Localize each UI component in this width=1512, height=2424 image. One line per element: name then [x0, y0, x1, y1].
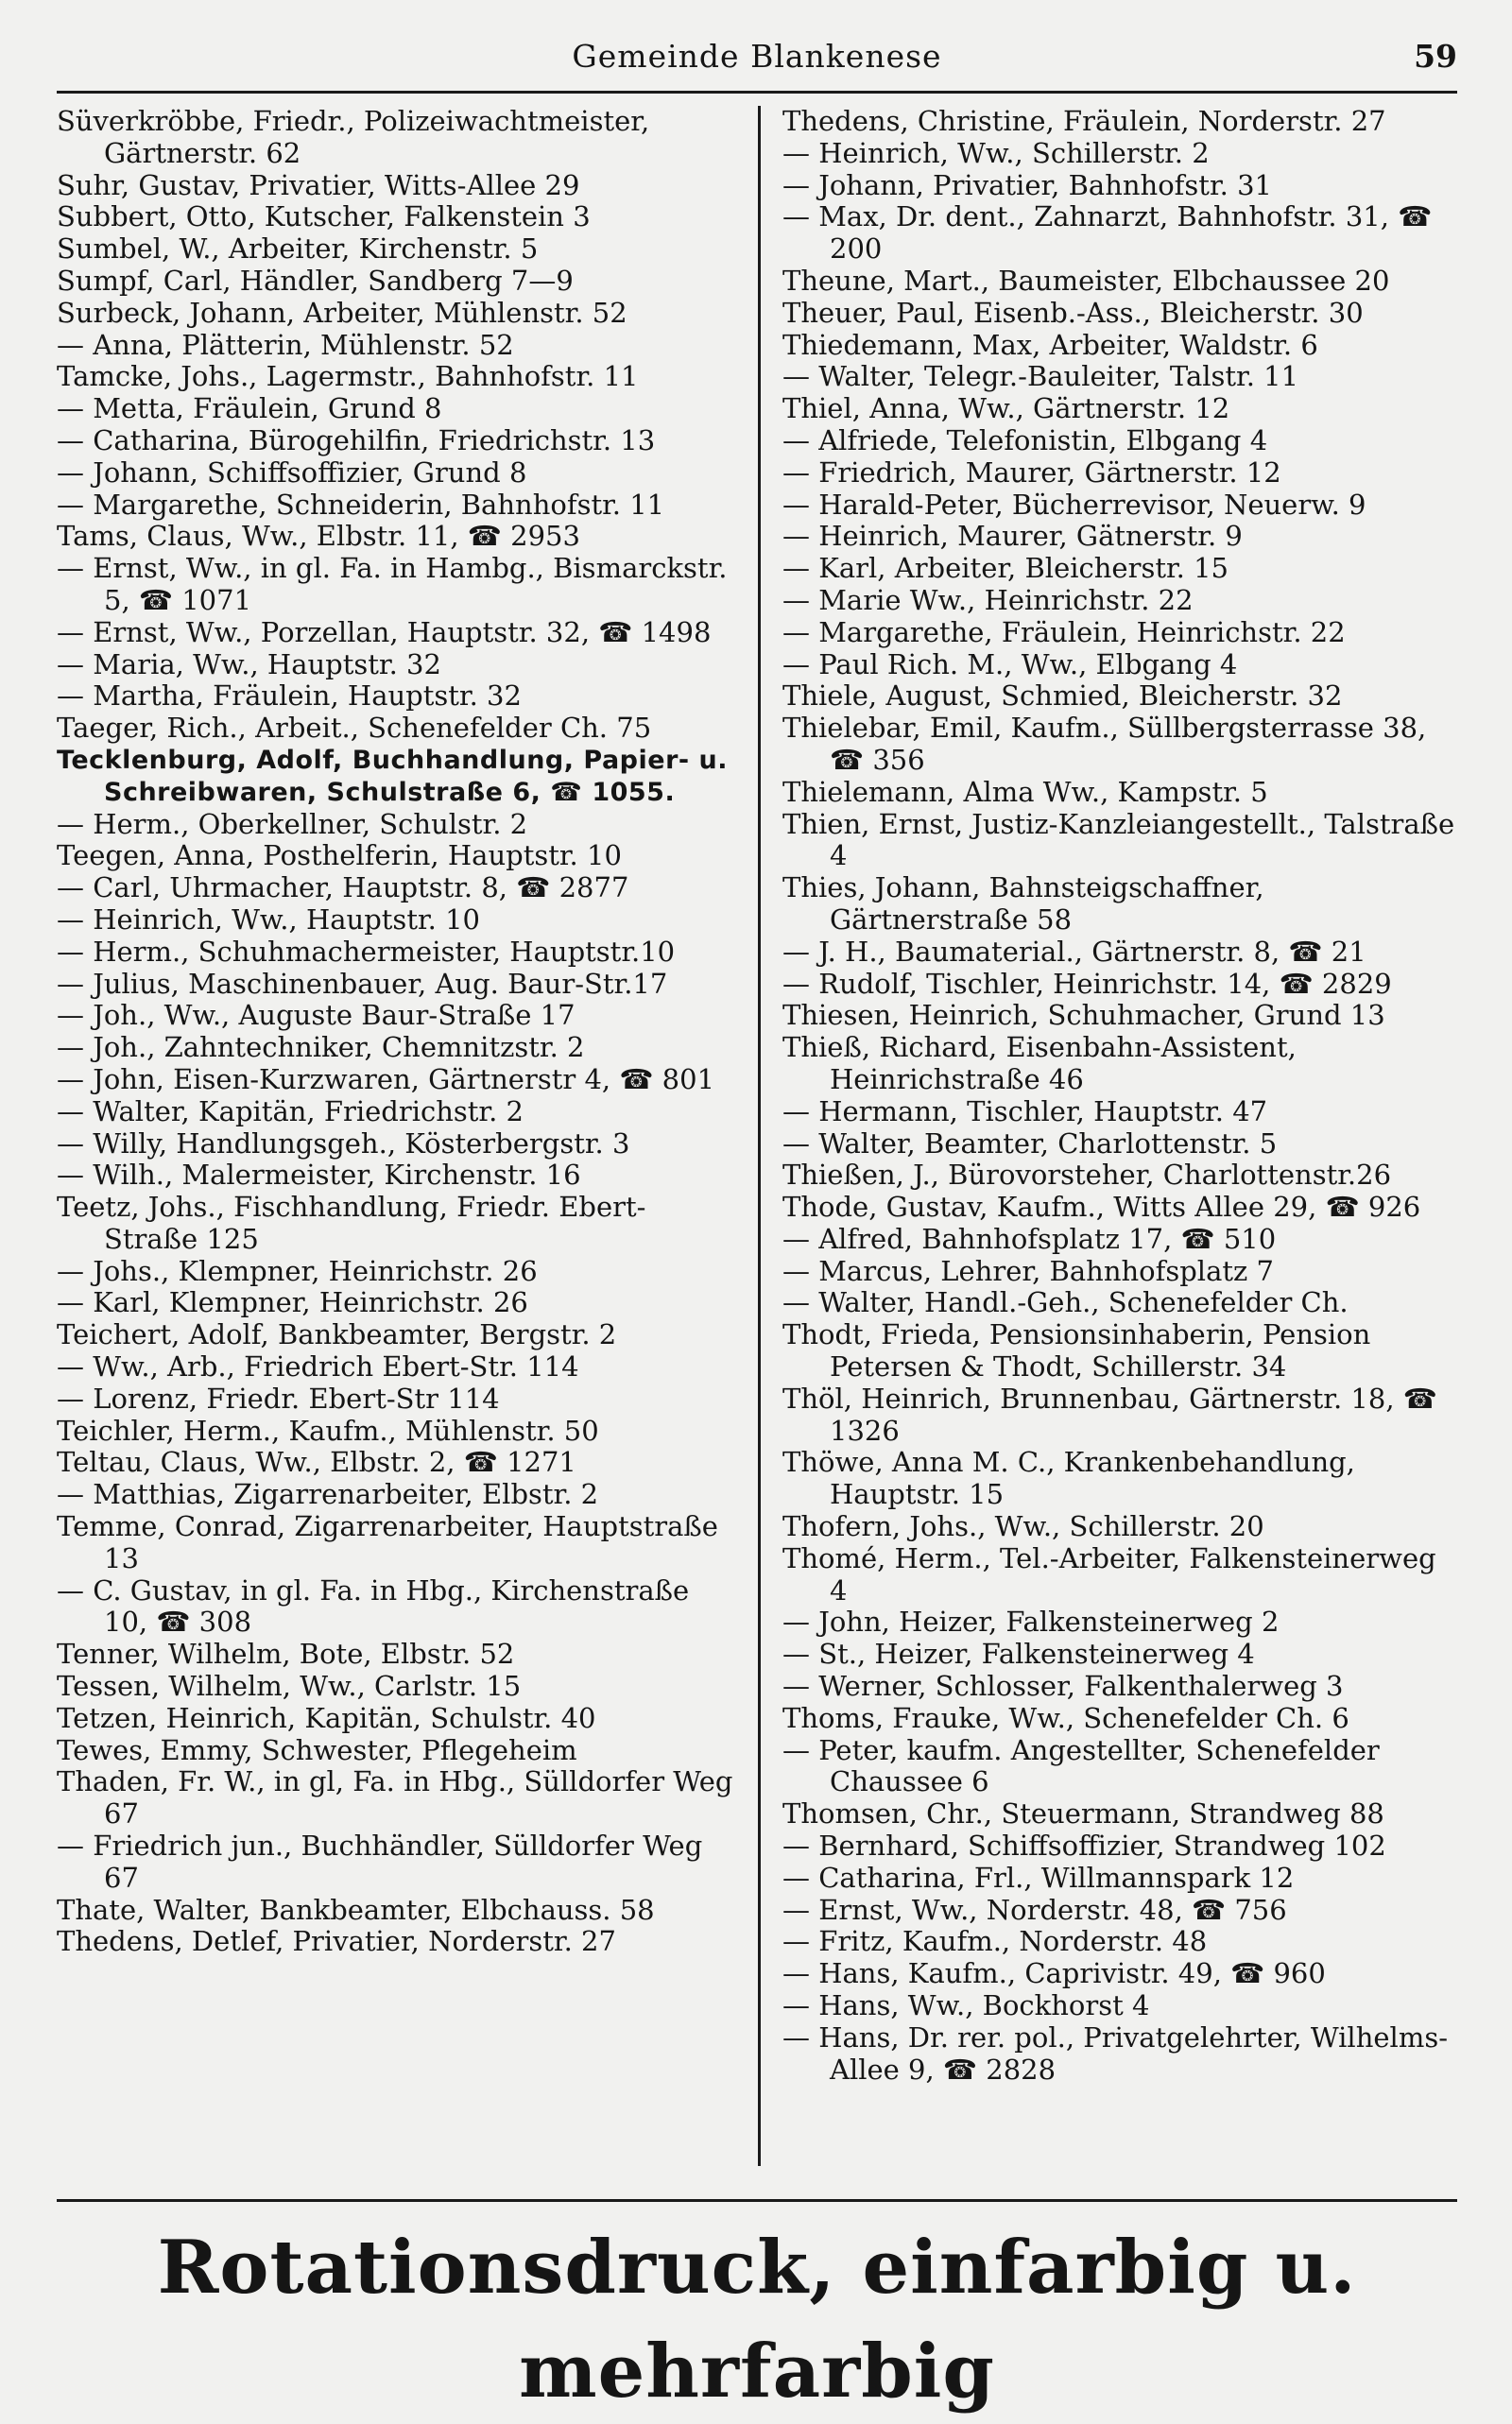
directory-entry: Teetz, Johs., Fischhandlung, Friedr. Ebert-Straße 125 — [57, 1191, 646, 1255]
directory-entry: — Julius, Maschinenbauer, Aug. Baur-Str.17 — [57, 967, 668, 1000]
directory-entry: — Alfred, Bahnhofsplatz 17, ☎ 510 — [782, 1222, 1277, 1255]
directory-entry: — Margarethe, Fräulein, Heinrichstr. 22 — [782, 615, 1346, 648]
directory-entry: — St., Heizer, Falkensteinerweg 4 — [782, 1638, 1255, 1671]
directory-entry: — Werner, Schlosser, Falkenthalerweg 3 — [782, 1670, 1344, 1703]
directory-entry: — Joh., Zahntechniker, Chemnitzstr. 2 — [57, 1031, 585, 1064]
directory-entry: — Martha, Fräulein, Hauptstr. 32 — [57, 679, 522, 713]
directory-entry: Thien, Ernst, Justiz-Kanzleiangestellt., Talstraße 4 — [782, 807, 1455, 872]
directory-entry: — Walter, Kapitän, Friedrichstr. 2 — [57, 1094, 524, 1127]
directory-entry: — Wilh., Malermeister, Kirchenstr. 16 — [57, 1159, 581, 1192]
directory-entry: — Hans, Kaufm., Caprivistr. 49, ☎ 960 — [782, 1957, 1326, 1990]
directory-entry: Thielebar, Emil, Kaufm., Süllbergsterrasse 38, ☎ 356 — [782, 712, 1427, 776]
directory-entry: Teichert, Adolf, Bankbeamter, Bergstr. 2 — [57, 1318, 617, 1351]
directory-entry: Thöwe, Anna M. C., Krankenbehandlung, Hauptstr. 15 — [782, 1446, 1355, 1511]
directory-entry: Teegen, Anna, Posthelferin, Hauptstr. 10 — [57, 839, 622, 872]
directory-entry: — Ernst, Ww., Norderstr. 48, ☎ 756 — [782, 1893, 1287, 1926]
directory-entry: — Metta, Fräulein, Grund 8 — [57, 392, 442, 425]
footer-advertisement: Rotationsdruck, einfarbig u. mehrfarbig — [157, 2225, 1357, 2415]
directory-entry: — Walter, Telegr.-Bauleiter, Talstr. 11 — [782, 360, 1299, 393]
directory-entry: — John, Heizer, Falkensteinerweg 2 — [782, 1606, 1280, 1639]
directory-entry: — Ernst, Ww., in gl. Fa. in Hambg., Bismarckstr. 5, ☎ 1071 — [57, 552, 728, 616]
directory-entry: — Ernst, Ww., Porzellan, Hauptstr. 32, ☎ 1498 — [57, 615, 712, 648]
directory-entry: — Maria, Ww., Hauptstr. 32 — [57, 647, 441, 680]
directory-entry: Thiesen, Heinrich, Schuhmacher, Grund 13 — [782, 999, 1385, 1032]
directory-entry: Thomé, Herm., Tel.-Arbeiter, Falkensteinerweg 4 — [782, 1541, 1436, 1607]
directory-entry: Thaden, Fr. W., in gl, Fa. in Hbg., Sülldorfer Weg 67 — [57, 1765, 733, 1831]
directory-entry: Temme, Conrad, Zigarrenarbeiter, Hauptstraße 13 — [57, 1510, 718, 1574]
directory-entry: Thode, Gustav, Kaufm., Witts Allee 29, ☎ 926 — [782, 1191, 1421, 1224]
directory-entry: — Bernhard, Schiffsoffizier, Strandweg 102 — [782, 1830, 1386, 1863]
directory-entry: Teltau, Claus, Ww., Elbstr. 2, ☎ 1271 — [57, 1446, 576, 1479]
directory-entry: Tewes, Emmy, Schwester, Pflegeheim — [57, 1733, 577, 1766]
directory-entry: — Karl, Arbeiter, Bleicherstr. 15 — [782, 552, 1229, 585]
directory-entry: Süverkröbbe, Friedr., Polizeiwachtmeister, Gärtnerstr. 62 — [57, 105, 650, 169]
directory-entry: Taeger, Rich., Arbeit., Schenefelder Ch. 75 — [57, 712, 652, 745]
directory-entry: Thiel, Anna, Ww., Gärtnerstr. 12 — [782, 392, 1230, 425]
left-column — [57, 106, 737, 1958]
directory-entry: — Hans, Dr. rer. pol., Privatgelehrter, Wilhelms-Allee 9, ☎ 2828 — [782, 2020, 1449, 2086]
directory-entry: Thieß, Richard, Eisenbahn-Assistent, Heinrichstraße 46 — [782, 1031, 1297, 1095]
directory-entry: — Lorenz, Friedr. Ebert-Str 114 — [57, 1382, 500, 1415]
directory-entry: — Paul Rich. M., Ww., Elbgang 4 — [782, 647, 1238, 680]
directory-entry: — Margarethe, Schneiderin, Bahnhofstr. 11 — [57, 488, 665, 521]
directory-entry: Thielemann, Alma Ww., Kampstr. 5 — [782, 775, 1268, 808]
directory-entry: Tetzen, Heinrich, Kapitän, Schulstr. 40 — [57, 1701, 596, 1734]
directory-entry: Thießen, J., Bürovorsteher, Charlottenstr.26 — [782, 1159, 1392, 1192]
directory-entry: — Matthias, Zigarrenarbeiter, Elbstr. 2 — [57, 1478, 599, 1511]
directory-entry: Thöl, Heinrich, Brunnenbau, Gärtnerstr. 18, ☎ 1326 — [782, 1382, 1437, 1447]
directory-entry: — Hans, Ww., Bockhorst 4 — [782, 1989, 1150, 2022]
directory-entry: Teichler, Herm., Kaufm., Mühlenstr. 50 — [57, 1414, 599, 1447]
directory-entry: — Heinrich, Ww., Schillerstr. 2 — [782, 136, 1210, 169]
directory-entry: — Herm., Oberkellner, Schulstr. 2 — [57, 807, 528, 840]
directory-entry: — Walter, Handl.-Geh., Schenefelder Ch. — [782, 1286, 1349, 1319]
page-title: Gemeinde Blankenese — [572, 38, 942, 75]
directory-entry: — Heinrich, Ww., Hauptstr. 10 — [57, 903, 480, 936]
directory-entry: — Anna, Plätterin, Mühlenstr. 52 — [57, 328, 514, 361]
directory-entry: — Herm., Schuhmachermeister, Hauptstr.10 — [57, 935, 676, 968]
directory-entry: Thate, Walter, Bankbeamter, Elbchauss. 58 — [57, 1893, 655, 1926]
directory-entry: Subbert, Otto, Kutscher, Falkenstein 3 — [57, 200, 591, 233]
directory-entry: — Carl, Uhrmacher, Hauptstr. 8, ☎ 2877 — [57, 871, 629, 904]
directory-entry: — John, Eisen-Kurzwaren, Gärtnerstr 4, ☎ 801 — [57, 1062, 715, 1095]
directory-entry: — Peter, kaufm. Angestellter, Schenefelder Chaussee 6 — [782, 1733, 1380, 1798]
directory-entry: — Alfriede, Telefonistin, Elbgang 4 — [782, 423, 1268, 456]
directory-entry: Tams, Claus, Ww., Elbstr. 11, ☎ 2953 — [57, 520, 580, 553]
directory-entry: Thofern, Johs., Ww., Schillerstr. 20 — [782, 1510, 1264, 1543]
directory-entry: — Johs., Klempner, Heinrichstr. 26 — [57, 1254, 538, 1287]
directory-entry: Thedens, Detlef, Privatier, Norderstr. 27 — [57, 1925, 616, 1958]
directory-entry: Sumbel, W., Arbeiter, Kirchenstr. 5 — [57, 232, 539, 266]
directory-entry: Thodt, Frieda, Pensionsinhaberin, Pension Petersen & Thodt, Schillerstr. 34 — [782, 1318, 1371, 1384]
directory-entry: Thoms, Frauke, Ww., Schenefelder Ch. 6 — [782, 1701, 1349, 1734]
directory-entry: Thomsen, Chr., Steuermann, Strandweg 88 — [782, 1797, 1384, 1831]
directory-entry: Thiele, August, Schmied, Bleicherstr. 32 — [782, 679, 1343, 713]
directory-entry: — Marcus, Lehrer, Bahnhofsplatz 7 — [782, 1254, 1274, 1287]
directory-entry: Surbeck, Johann, Arbeiter, Mühlenstr. 52 — [57, 296, 627, 329]
directory-entry: Thiedemann, Max, Arbeiter, Waldstr. 6 — [782, 328, 1318, 361]
page-header — [57, 36, 1457, 94]
page-number: 59 — [1414, 38, 1457, 75]
directory-entry: — J. H., Baumaterial., Gärtnerstr. 8, ☎ 21 — [782, 935, 1366, 968]
directory-entry: — Johann, Schiffsoffizier, Grund 8 — [57, 456, 527, 489]
directory-entry: Suhr, Gustav, Privatier, Witts-Allee 29 — [57, 168, 580, 201]
right-column — [782, 106, 1457, 2086]
directory-entry: — Harald-Peter, Bücherrevisor, Neuerw. 9 — [782, 488, 1366, 521]
directory-entry: — Catharina, Bürogehilfin, Friedrichstr. 13 — [57, 423, 656, 456]
directory-entry: — Joh., Ww., Auguste Baur-Straße 17 — [57, 999, 576, 1032]
column-divider — [758, 106, 761, 2166]
directory-entry: — Ww., Arb., Friedrich Ebert-Str. 114 — [57, 1350, 579, 1384]
directory-entry: — Friedrich jun., Buchhändler, Sülldorfer Weg 67 — [57, 1830, 703, 1894]
directory-entry: — Fritz, Kaufm., Norderstr. 48 — [782, 1925, 1208, 1958]
directory-entry: — Heinrich, Maurer, Gätnerstr. 9 — [782, 520, 1243, 553]
directory-entry: — Hermann, Tischler, Hauptstr. 47 — [782, 1094, 1268, 1127]
directory-entry: — Johann, Privatier, Bahnhofstr. 31 — [782, 168, 1272, 201]
directory-entry: — Walter, Beamter, Charlottenstr. 5 — [782, 1126, 1278, 1160]
bottom-rule — [57, 2199, 1457, 2202]
directory-entry: — Max, Dr. dent., Zahnarzt, Bahnhofstr. 31, ☎ 200 — [782, 200, 1433, 266]
directory-entry: — Willy, Handlungsgeh., Kösterbergstr. 3 — [57, 1126, 630, 1160]
directory-entry: Theuer, Paul, Eisenb.-Ass., Bleicherstr. 30 — [782, 296, 1364, 329]
directory-entry: Tenner, Wilhelm, Bote, Elbstr. 52 — [57, 1638, 515, 1671]
directory-entry: Thies, Johann, Bahnsteigschaffner, Gärtnerstraße 58 — [782, 871, 1264, 936]
directory-entry: — Friedrich, Maurer, Gärtnerstr. 12 — [782, 456, 1281, 489]
directory-entry: — Karl, Klempner, Heinrichstr. 26 — [57, 1286, 528, 1319]
directory-entry: — Rudolf, Tischler, Heinrichstr. 14, ☎ 2829 — [782, 967, 1392, 1000]
directory-entry: Theune, Mart., Baumeister, Elbchaussee 20 — [782, 264, 1390, 297]
directory-entry: — C. Gustav, in gl. Fa. in Hbg., Kirchenstraße 10, ☎ 308 — [57, 1573, 690, 1639]
directory-entry: Tessen, Wilhelm, Ww., Carlstr. 15 — [57, 1670, 522, 1703]
directory-entry: Tamcke, Johs., Lagermstr., Bahnhofstr. 11 — [57, 360, 639, 393]
directory-entry: Tecklenburg, Adolf, Buchhandlung, Papier- u. Schreibwaren, Schulstraße 6, ☎ 1055. — [57, 745, 728, 807]
directory-entry: Sumpf, Carl, Händler, Sandberg 7—9 — [57, 264, 574, 297]
directory-entry: — Marie Ww., Heinrichstr. 22 — [782, 583, 1194, 616]
directory-entry: Thedens, Christine, Fräulein, Norderstr. 27 — [782, 105, 1386, 137]
directory-entry: — Catharina, Frl., Willmannspark 12 — [782, 1861, 1295, 1894]
